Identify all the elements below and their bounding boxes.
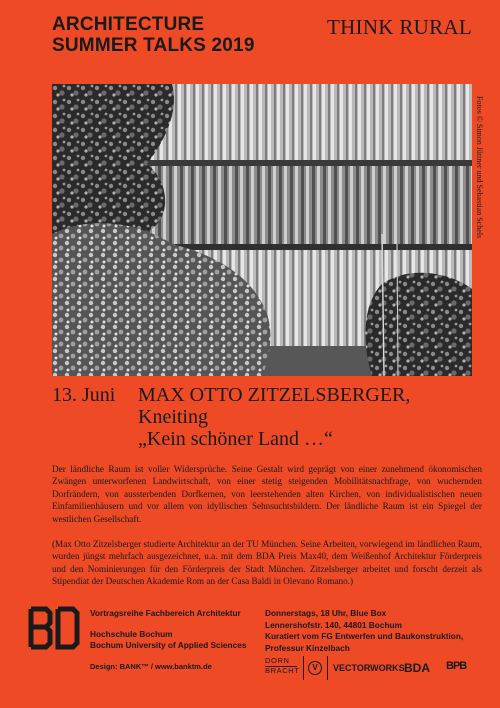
bda-logo: BDA	[404, 661, 430, 675]
talk-title: „Kein schöner Land …“	[138, 428, 333, 450]
building-photo	[52, 84, 472, 376]
event-info-line-2: Lennershofstr. 140, 44801 Bochum	[265, 619, 402, 630]
event-info-line-1: Donnerstags, 18 Uhr, Blue Box	[265, 608, 387, 618]
building-photo-graphic	[52, 84, 472, 376]
bio-paragraph: (Max Otto Zitzelsberger studierte Architektur an der TU München. Seine Arbeiten, vorwiegend im ländlichen Raum, wurden jüngst mehrfach ausgezeichnet, u.a. mit dem BDA Preis Max40, dem Weißenhof Architektur Förderpreis und den Nominierungen für den Förderpreis der Stadt München. Zitzelsberger arbeitet und forscht derzeit als Stipendiat der Deutschen Akademie Rom an der Casa Baldi in Olevano Romano.)	[52, 539, 482, 587]
design-credit: Design: BANK™ / www.banktm.de	[90, 662, 212, 671]
dornbracht-logo-line1: DORN	[265, 656, 290, 665]
event-date: 13. Juni	[52, 384, 116, 406]
organizer-block	[90, 608, 246, 652]
bpb-logo: BPB	[446, 660, 467, 672]
series-title: THINK RURAL	[326, 15, 472, 39]
bo-logo-icon	[28, 606, 80, 650]
dornbracht-logo	[265, 657, 299, 675]
sponsor-divider-1	[303, 656, 304, 680]
dornbracht-logo-line2: BRACHT	[265, 665, 300, 675]
hochschule-bochum-logo	[28, 606, 80, 655]
event-info-line-3: Kuratiert vom FG Entwerfen und Baukonstruktion,	[265, 631, 464, 641]
header-title	[52, 14, 255, 56]
event-info-line-4: Professur Kinzelbach	[265, 642, 350, 653]
vectorworks-logo: VECTORWORKS	[333, 663, 405, 673]
header-title-line2: SUMMER TALKS 2019	[52, 35, 255, 56]
organizer-line-1: Vortragsreihe Fachbereich Architektur	[90, 608, 241, 618]
sponsor-divider-2	[327, 656, 328, 680]
event-details	[138, 384, 410, 450]
photo-credit: Fotos © Simon Jüttner und Sebastian Schels	[475, 96, 484, 239]
event-info-block	[265, 608, 463, 654]
speaker-name: MAX OTTO ZITZELSBERGER,	[138, 384, 411, 406]
vectorworks-v-icon: V	[308, 661, 322, 675]
organizer-line-2: Hochschule Bochum	[90, 628, 173, 639]
organizer-line-3: Bochum University of Applied Sciences	[90, 640, 247, 650]
intro-paragraph: Der ländliche Raum ist voller Widersprüche. Seine Gestalt wird geprägt von einer zunehmend ökonomischen Zwängen unterworfenen Landwirtschaft, von einer stetig steigenden Mobilitätsnachfrage, von wuchernden Dorfrändern, von aussterbenden Dorfkernen, von leerstehenden alten Kirchen, von individualistischen neuen Einfamilienhäusern und vor allem von idyllischen Sehnsuchtsbildern. Der ländliche Raum ist ein Spiegel der westlichen Gesellschaft.	[52, 464, 482, 524]
header-title-line1: ARCHITECTURE	[52, 14, 205, 35]
event-location: Kneiting	[138, 406, 208, 428]
